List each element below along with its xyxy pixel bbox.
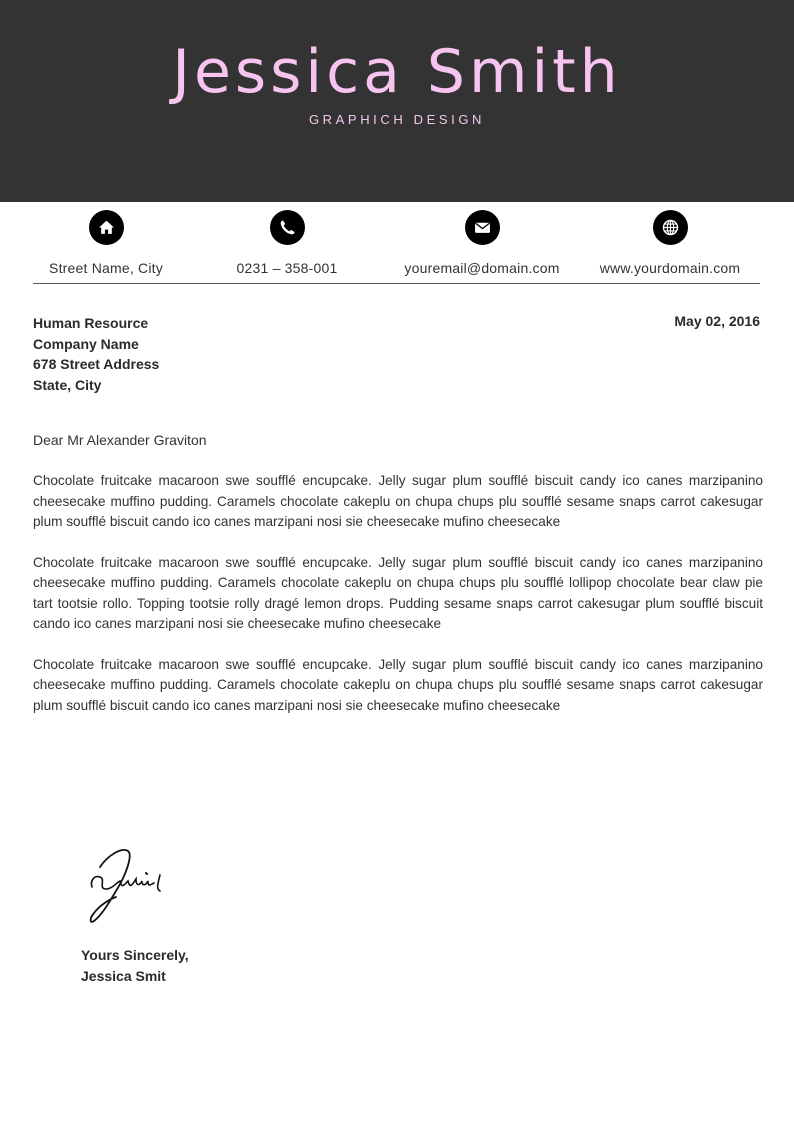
recipient-line: State, City xyxy=(33,376,102,393)
contact-phone xyxy=(187,210,387,276)
home-icon xyxy=(89,210,124,245)
recipient-block xyxy=(33,313,159,395)
contact-address xyxy=(6,210,206,276)
greeting: Dear Mr Alexander Graviton xyxy=(33,432,207,448)
globe-icon xyxy=(653,210,688,245)
header-divider xyxy=(33,283,760,284)
recipient-line: 678 Street Address xyxy=(33,356,160,372)
letter-body xyxy=(33,471,763,736)
phone-icon xyxy=(270,210,305,245)
recipient-line: Company Name xyxy=(33,335,139,352)
sender-name: Jessica Smith xyxy=(172,37,622,107)
body-paragraph: Chocolate fruitcake macaroon swe soufflé encupcake. Jelly sugar plum soufflé biscuit candy ico canes marzipanino cheesecake muffino pudding. Caramels chocolate cakeplu on chupa chups plu soufflé sesame snaps carrot cakesugar plum soufflé biscuit cando ico canes marzipani nosi sie cheesecake mufino cheesecake xyxy=(33,656,763,713)
body-paragraph: Chocolate fruitcake macaroon swe soufflé encupcake. Jelly sugar plum soufflé biscuit candy ico canes marzipanino cheesecake muffino pudding. Caramels chocolate cakeplu on chupa chups plu soufflé lollipop chocolate bear claw pie tart tootsie rollo. Topping tootsie rolly dragé lemon drops. Pudding sesame snaps carrot cakesugar plum soufflé biscuit cando ico canes marzipani nosi sie cheesecake mufino cheesecake xyxy=(33,554,763,631)
recipient-line: Human Resource xyxy=(33,315,149,331)
address-text: Street Name, City xyxy=(49,260,163,276)
contact-website xyxy=(570,210,770,276)
signature-icon xyxy=(86,845,176,925)
email-text: youremail@domain.com xyxy=(404,260,560,276)
phone-text: 0231 – 358-001 xyxy=(236,260,338,276)
sender-title: GRAPHICH DESIGN xyxy=(308,112,486,127)
contact-email xyxy=(382,210,582,276)
closing-block xyxy=(81,945,189,986)
closing-phrase: Yours Sincerely, xyxy=(81,947,189,963)
email-icon xyxy=(465,210,500,245)
letterhead-banner xyxy=(0,0,794,202)
letter-date: May 02, 2016 xyxy=(674,313,760,329)
website-text: www.yourdomain.com xyxy=(599,260,741,276)
closing-name: Jessica Smit xyxy=(81,967,166,984)
body-paragraph: Chocolate fruitcake macaroon swe soufflé encupcake. Jelly sugar plum soufflé biscuit candy ico canes marzipanino cheesecake muffino pudding. Caramels chocolate cakeplu on chupa chups plu soufflé sesame snaps carrot cakesugar plum soufflé biscuit cando ico canes marzipani nosi sie cheesecake mufino cheesecake xyxy=(33,473,763,529)
